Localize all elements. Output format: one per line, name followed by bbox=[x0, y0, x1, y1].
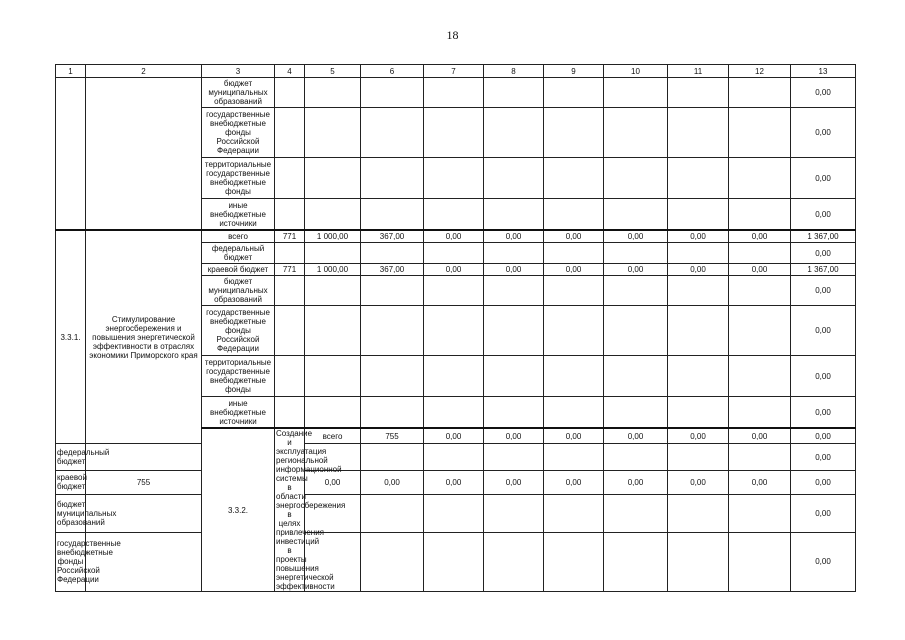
table-cell: 0,00 bbox=[668, 428, 729, 444]
empty-cell bbox=[604, 243, 668, 264]
empty-cell bbox=[668, 397, 729, 429]
empty-cell bbox=[305, 199, 361, 231]
empty-cell bbox=[544, 199, 604, 231]
empty-cell bbox=[424, 108, 484, 158]
empty-cell bbox=[484, 78, 544, 108]
empty-cell bbox=[484, 199, 544, 231]
empty-cell bbox=[484, 397, 544, 429]
empty-cell bbox=[361, 532, 424, 591]
empty-cell bbox=[361, 243, 424, 264]
empty-cell bbox=[275, 397, 305, 429]
empty-cell bbox=[729, 78, 791, 108]
header-cell: 1 bbox=[56, 65, 86, 78]
table-cell: 0,00 bbox=[544, 230, 604, 243]
empty-cell bbox=[604, 532, 668, 591]
empty-cell bbox=[484, 532, 544, 591]
table-row bbox=[56, 494, 856, 532]
table-cell: 1 000,00 bbox=[305, 230, 361, 243]
table-cell: 0,00 bbox=[604, 264, 668, 276]
row-total: 0,00 bbox=[791, 78, 856, 108]
empty-cell bbox=[729, 276, 791, 306]
empty-cell bbox=[361, 199, 424, 231]
table-cell: 0,00 bbox=[484, 264, 544, 276]
empty-cell bbox=[604, 199, 668, 231]
task-code: 3.3.2. bbox=[202, 428, 275, 592]
row-total: 1 367,00 bbox=[791, 264, 856, 276]
empty-cell bbox=[484, 494, 544, 532]
table-cell: 367,00 bbox=[361, 230, 424, 243]
empty-cell bbox=[484, 356, 544, 397]
empty-cell bbox=[275, 108, 305, 158]
source-name: иные внебюджетные источники bbox=[202, 397, 275, 429]
empty-cell bbox=[729, 532, 791, 591]
empty-cell bbox=[604, 306, 668, 356]
empty-cell bbox=[668, 158, 729, 199]
source-name: территориальные государственные внебюджетные фонды bbox=[202, 158, 275, 199]
empty-cell bbox=[668, 276, 729, 306]
task-name: Создание и эксплуатация региональной информационной системы в области энергосбережения в целях привлечения инвестиций в проекты повышения энергетической эффективности bbox=[276, 429, 346, 591]
table-cell: 771 bbox=[275, 264, 305, 276]
header-cell: 2 bbox=[86, 65, 202, 78]
empty-cell bbox=[424, 532, 484, 591]
empty-cell bbox=[424, 243, 484, 264]
empty-cell bbox=[361, 78, 424, 108]
table-cell: 0,00 bbox=[729, 470, 791, 494]
table-cell: 771 bbox=[275, 230, 305, 243]
table-row bbox=[56, 230, 856, 243]
empty-cell bbox=[484, 158, 544, 199]
source-name: краевой бюджет bbox=[56, 470, 86, 494]
empty-cell bbox=[668, 444, 729, 471]
empty-cell bbox=[668, 108, 729, 158]
source-name: всего bbox=[202, 230, 275, 243]
empty-cell bbox=[275, 78, 305, 108]
empty-cell bbox=[361, 356, 424, 397]
row-total: 0,00 bbox=[791, 532, 856, 591]
table-row bbox=[56, 470, 856, 494]
empty-cell bbox=[604, 108, 668, 158]
source-name: территориальные государственные внебюджетные фонды bbox=[202, 356, 275, 397]
empty-cell bbox=[668, 243, 729, 264]
table-cell: 0,00 bbox=[604, 428, 668, 444]
table-cell: 0,00 bbox=[604, 470, 668, 494]
empty-cell bbox=[424, 356, 484, 397]
empty-cell bbox=[424, 276, 484, 306]
empty-cell bbox=[544, 108, 604, 158]
empty-cell bbox=[305, 243, 361, 264]
empty-cell bbox=[544, 306, 604, 356]
empty-cell bbox=[361, 494, 424, 532]
empty-cell bbox=[544, 356, 604, 397]
table-cell: 367,00 bbox=[361, 264, 424, 276]
table-cell: 0,00 bbox=[544, 428, 604, 444]
table-cell: 0,00 bbox=[424, 230, 484, 243]
row-total: 0,00 bbox=[791, 470, 856, 494]
budget-table bbox=[55, 64, 856, 592]
task-code: 3.3.1. bbox=[56, 230, 86, 444]
empty-cell bbox=[424, 199, 484, 231]
empty-cell bbox=[544, 78, 604, 108]
empty-cell bbox=[729, 397, 791, 429]
row-total: 0,00 bbox=[791, 158, 856, 199]
row-total: 0,00 bbox=[791, 108, 856, 158]
table-cell: 0,00 bbox=[791, 428, 856, 444]
empty-cell bbox=[305, 78, 361, 108]
source-name: федеральный бюджет bbox=[202, 243, 275, 264]
empty-cell bbox=[305, 397, 361, 429]
table-cell: 755 bbox=[361, 428, 424, 444]
empty-cell bbox=[604, 494, 668, 532]
header-cell: 8 bbox=[484, 65, 544, 78]
empty-cell bbox=[361, 108, 424, 158]
header-cell: 7 bbox=[424, 65, 484, 78]
empty-cell bbox=[544, 397, 604, 429]
table-row bbox=[56, 78, 856, 108]
header-cell: 5 bbox=[305, 65, 361, 78]
empty-cell bbox=[484, 306, 544, 356]
empty-cell bbox=[668, 199, 729, 231]
header-cell: 13 bbox=[791, 65, 856, 78]
table-cell: 0,00 bbox=[424, 428, 484, 444]
empty-cell bbox=[604, 397, 668, 429]
table-cell: 0,00 bbox=[668, 264, 729, 276]
row-total: 0,00 bbox=[791, 397, 856, 429]
task-name: Стимулирование энергосбережения и повышения энергетической эффективности в отраслях экономики Приморского края bbox=[86, 230, 202, 444]
table-cell: 0,00 bbox=[668, 230, 729, 243]
table-cell: 0,00 bbox=[544, 264, 604, 276]
source-name: бюджет муниципальных образований bbox=[56, 494, 86, 532]
empty-cell bbox=[544, 276, 604, 306]
table-cell: 0,00 bbox=[604, 230, 668, 243]
header-cell: 4 bbox=[275, 65, 305, 78]
row-total: 0,00 bbox=[791, 356, 856, 397]
header-cell: 10 bbox=[604, 65, 668, 78]
empty-cell bbox=[361, 306, 424, 356]
table-cell: 0,00 bbox=[729, 428, 791, 444]
empty-cell bbox=[544, 444, 604, 471]
empty-cell bbox=[424, 494, 484, 532]
table-cell: 0,00 bbox=[361, 470, 424, 494]
source-name: федеральный бюджет bbox=[56, 444, 86, 471]
empty-cell bbox=[604, 78, 668, 108]
empty-cell bbox=[484, 108, 544, 158]
source-name: иные внебюджетные источники bbox=[202, 199, 275, 231]
header-cell: 3 bbox=[202, 65, 275, 78]
table-cell: 1 000,00 bbox=[305, 264, 361, 276]
carryover-code-cell bbox=[56, 78, 86, 231]
source-name: государственные внебюджетные фонды Российской Федерации bbox=[202, 108, 275, 158]
empty-cell bbox=[544, 532, 604, 591]
empty-cell bbox=[729, 158, 791, 199]
empty-cell bbox=[484, 444, 544, 471]
empty-cell bbox=[729, 356, 791, 397]
empty-cell bbox=[275, 306, 305, 356]
table-row bbox=[56, 444, 856, 471]
row-total: 0,00 bbox=[791, 494, 856, 532]
header-cell: 12 bbox=[729, 65, 791, 78]
header-cell: 6 bbox=[361, 65, 424, 78]
empty-cell bbox=[729, 494, 791, 532]
source-name: всего bbox=[305, 428, 361, 444]
empty-cell bbox=[729, 243, 791, 264]
carryover-name-cell bbox=[86, 78, 202, 231]
empty-cell bbox=[604, 356, 668, 397]
source-name: государственные внебюджетные фонды Российской Федерации bbox=[56, 532, 86, 591]
table-cell: 0,00 bbox=[729, 230, 791, 243]
header-row bbox=[56, 65, 856, 78]
empty-cell bbox=[275, 199, 305, 231]
row-total: 1 367,00 bbox=[791, 230, 856, 243]
table-cell: 0,00 bbox=[484, 230, 544, 243]
table-cell: 0,00 bbox=[729, 264, 791, 276]
source-name: бюджет муниципальных образований bbox=[202, 78, 275, 108]
empty-cell bbox=[668, 78, 729, 108]
empty-cell bbox=[305, 276, 361, 306]
empty-cell bbox=[668, 306, 729, 356]
table-cell: 0,00 bbox=[305, 470, 361, 494]
empty-cell bbox=[305, 158, 361, 199]
empty-cell bbox=[361, 397, 424, 429]
source-name: государственные внебюджетные фонды Российской Федерации bbox=[202, 306, 275, 356]
empty-cell bbox=[424, 306, 484, 356]
empty-cell bbox=[604, 276, 668, 306]
empty-cell bbox=[668, 356, 729, 397]
empty-cell bbox=[275, 243, 305, 264]
table-cell: 0,00 bbox=[484, 428, 544, 444]
empty-cell bbox=[305, 108, 361, 158]
empty-cell bbox=[668, 532, 729, 591]
row-total: 0,00 bbox=[791, 276, 856, 306]
empty-cell bbox=[424, 397, 484, 429]
table-cell: 0,00 bbox=[424, 264, 484, 276]
source-name: краевой бюджет bbox=[202, 264, 275, 276]
empty-cell bbox=[305, 494, 361, 532]
empty-cell bbox=[305, 306, 361, 356]
table-cell: 755 bbox=[86, 470, 202, 494]
empty-cell bbox=[424, 158, 484, 199]
table-cell: 0,00 bbox=[484, 470, 544, 494]
table-cell: 0,00 bbox=[668, 470, 729, 494]
row-total: 0,00 bbox=[791, 243, 856, 264]
header-cell: 11 bbox=[668, 65, 729, 78]
empty-cell bbox=[361, 276, 424, 306]
empty-cell bbox=[424, 444, 484, 471]
empty-cell bbox=[361, 444, 424, 471]
empty-cell bbox=[275, 276, 305, 306]
empty-cell bbox=[604, 158, 668, 199]
empty-cell bbox=[544, 158, 604, 199]
empty-cell bbox=[668, 494, 729, 532]
empty-cell bbox=[729, 199, 791, 231]
empty-cell bbox=[275, 158, 305, 199]
empty-cell bbox=[484, 276, 544, 306]
empty-cell bbox=[544, 494, 604, 532]
row-total: 0,00 bbox=[791, 306, 856, 356]
header-cell: 9 bbox=[544, 65, 604, 78]
empty-cell bbox=[275, 356, 305, 397]
empty-cell bbox=[604, 444, 668, 471]
empty-cell bbox=[729, 444, 791, 471]
row-total: 0,00 bbox=[791, 199, 856, 231]
empty-cell bbox=[484, 243, 544, 264]
table-cell: 0,00 bbox=[544, 470, 604, 494]
table-cell: 0,00 bbox=[424, 470, 484, 494]
empty-cell bbox=[544, 243, 604, 264]
empty-cell bbox=[729, 108, 791, 158]
row-total: 0,00 bbox=[791, 444, 856, 471]
empty-cell bbox=[424, 78, 484, 108]
table-row bbox=[56, 532, 856, 591]
empty-cell bbox=[305, 356, 361, 397]
empty-cell bbox=[729, 306, 791, 356]
source-name: бюджет муниципальных образований bbox=[202, 276, 275, 306]
page-number: 18 bbox=[446, 28, 459, 42]
empty-cell bbox=[361, 158, 424, 199]
